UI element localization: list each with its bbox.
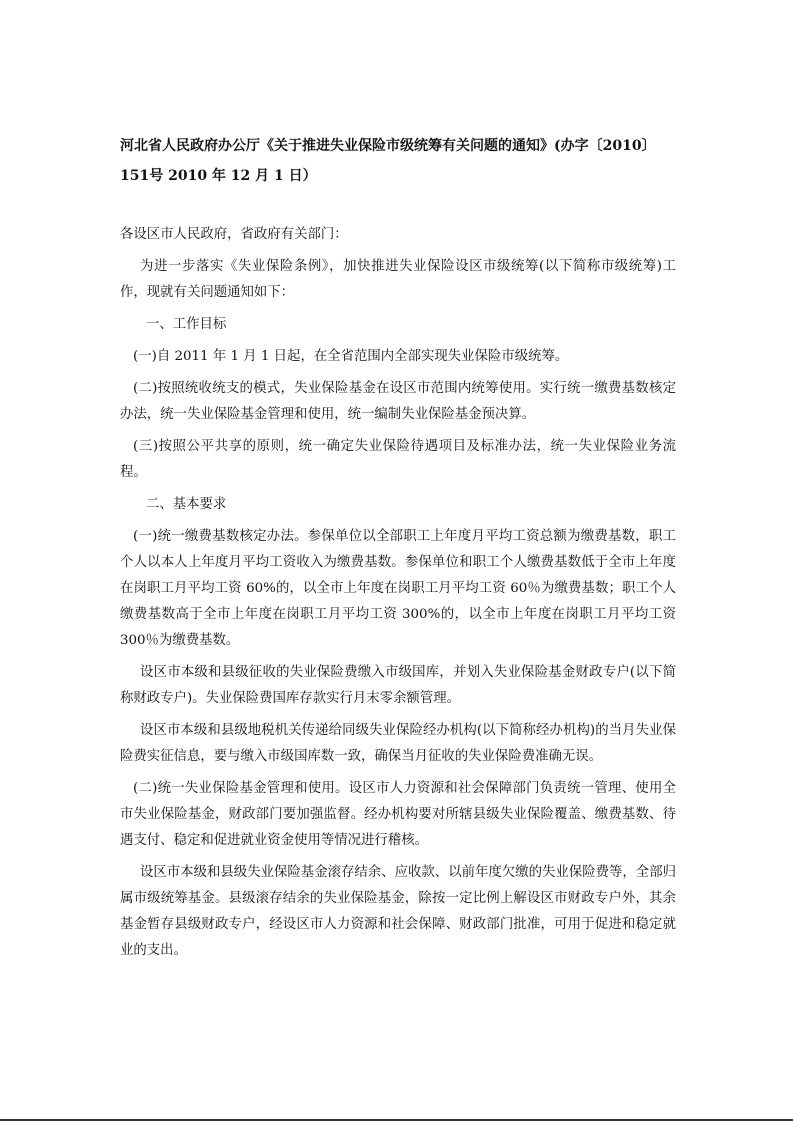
intro-paragraph: 为进一步落实《失业保险条例》，加快推进失业保险设区市级统筹(以下简称市级统筹)工作，现就有关问题通知如下： xyxy=(120,259,676,300)
goal-item-1: (一)自 2011 年 1 月 1 日起，在全省范围内全部实现失业保险市级统筹。 xyxy=(133,349,569,364)
section-heading-goals: 一、工作目标 xyxy=(146,317,227,332)
requirement-item-1: (一)统一缴费基数核定办法。参保单位以全部职工上年度月平均工资总额为缴费基数，职工个人以本人上年度月平均工资收入为缴费基数。参保单位和职工个人缴费基数低于全市上年度在岗职工月平均工资 60%的，以全市上年度在岗职工月平均工资 60％为缴费基数；职工个人缴费基数高于全市上年度在岗职工月平均工资 300%的，以全市上年度在岗职工月平均工资 300％为缴费基数。 xyxy=(120,529,676,648)
requirement-paragraph-tax-info: 设区市本级和县级地税机关传递给同级失业保险经办机构(以下简称经办机构)的当月失业保险费实征信息，要与缴入市级国库数一致，确保当月征收的失业保险费准确无误。 xyxy=(120,723,676,764)
salutation-paragraph: 各设区市人民政府，省政府有关部门： xyxy=(120,227,348,242)
goal-item-3: (三)按照公平共享的原则，统一确定失业保险待遇项目及标准办法，统一失业保险业务流程。 xyxy=(120,439,676,480)
page-bottom-border xyxy=(0,1119,793,1121)
goal-item-2: (二)按照统收统支的模式，失业保险基金在设区市范围内统筹使用。实行统一缴费基数核定办法，统一失业保险基金管理和使用，统一编制失业保险基金预决算。 xyxy=(120,381,676,422)
document-body xyxy=(120,222,676,964)
section-heading-requirements: 二、基本要求 xyxy=(146,497,227,512)
requirement-paragraph-fund-balance: 设区市本级和县级失业保险基金滚存结余、应收款、以前年度欠缴的失业保险费等，全部归属市级统筹基金。县级滚存结余的失业保险基金，除按一定比例上解设区市财政专户外，其余基金暂存县级财政专户，经设区市人力资源和社会保障、财政部门批准，可用于促进和稳定就业的支出。 xyxy=(120,865,676,958)
document-title: 河北省人民政府办公厅《关于推进失业保险市级统筹有关问题的通知》(办字〔2010〕151号 2010 年 12 月 1 日） xyxy=(120,138,656,184)
requirement-paragraph-treasury: 设区市本级和县级征收的失业保险费缴入市级国库，并划入失业保险基金财政专户(以下简称财政专户)。失业保险费国库存款实行月末零余额管理。 xyxy=(120,665,676,706)
requirement-item-2: (二)统一失业保险基金管理和使用。设区市人力资源和社会保障部门负责统一管理、使用全市失业保险基金，财政部门要加强监督。经办机构要对所辖县级失业保险覆盖、缴费基数、待遇支付、稳定和促进就业资金使用等情况进行稽核。 xyxy=(120,781,676,848)
